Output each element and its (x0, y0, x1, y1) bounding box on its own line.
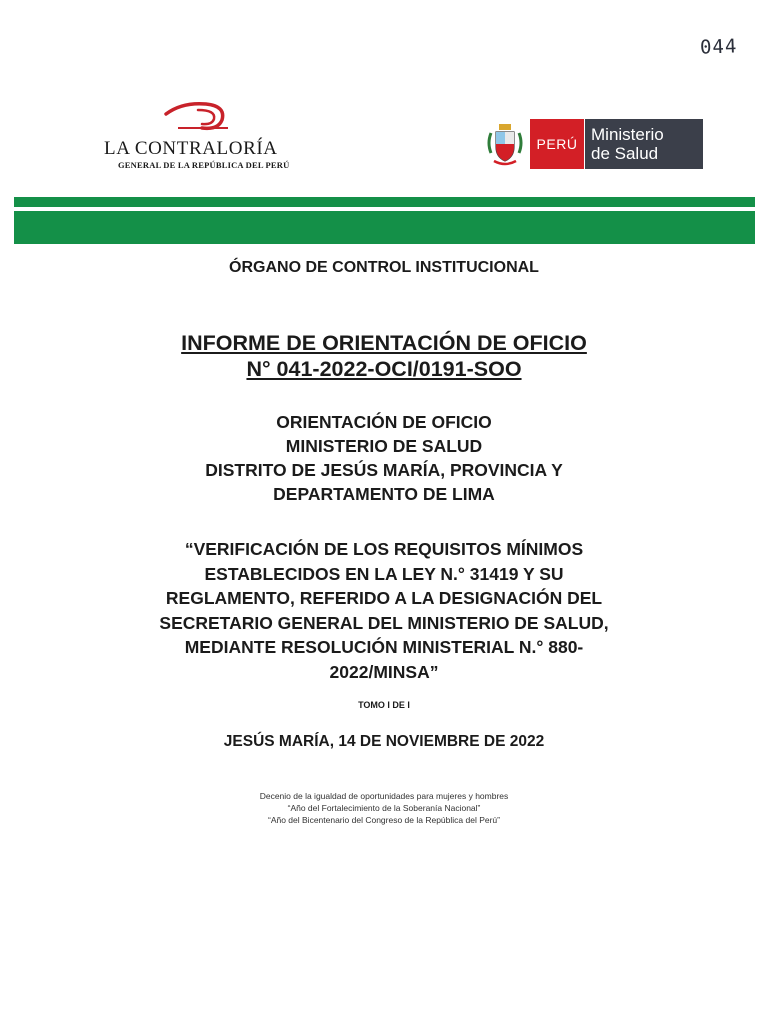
decenio-footer (0, 790, 768, 826)
orientacion-line: ORIENTACIÓN DE OFICIO (276, 412, 492, 432)
subject-line: ESTABLECIDOS EN LA LEY N.° 31419 Y SU (204, 563, 564, 584)
orientacion-line: MINISTERIO DE SALUD (285, 436, 483, 456)
subject-line: MEDIANTE RESOLUCIÓN MINISTERIAL N.° 880- (184, 637, 584, 657)
subject-line: 2022/MINSA” (329, 661, 439, 682)
ministerio-line2: de Salud (591, 144, 659, 163)
page-number: 044 (699, 35, 738, 59)
contraloria-emblem-icon (162, 100, 234, 136)
decenio-line: “Año del Fortalecimiento de la Soberanía Nacional” (287, 803, 481, 813)
tomo-label: TOMO I DE I (358, 700, 410, 710)
peru-coat-of-arms-icon (486, 121, 524, 167)
informe-title (0, 330, 768, 382)
subject-line: SECRETARIO GENERAL DEL MINISTERIO DE SALUD, (159, 612, 609, 633)
ministerio-de-salud-label (585, 119, 703, 169)
green-band-thin (14, 197, 755, 207)
document-date: JESÚS MARÍA, 14 DE NOVIEMBRE DE 2022 (223, 733, 545, 750)
orientacion-line: DEPARTAMENTO DE LIMA (273, 484, 495, 504)
informe-line1: INFORME DE ORIENTACIÓN DE OFICIO (181, 331, 587, 355)
ministerio-line1: Ministerio (591, 125, 664, 144)
orientacion-block (0, 410, 768, 506)
green-band-thick (14, 211, 755, 244)
subject-line: REGLAMENTO, REFERIDO A LA DESIGNACIÓN DEL (165, 588, 603, 608)
peru-label: PERÚ (530, 119, 584, 169)
decenio-line: “Año del Bicentenario del Congreso de la República del Perú” (267, 815, 500, 825)
organo-heading: ÓRGANO DE CONTROL INSTITUCIONAL (229, 259, 539, 276)
subject-line: “VERIFICACIÓN DE LOS REQUISITOS MÍNIMOS (184, 539, 584, 559)
contraloria-name: LA CONTRALORÍA (104, 138, 278, 159)
report-subject-block (0, 537, 768, 684)
contraloria-subtitle: GENERAL DE LA REPÚBLICA DEL PERÚ (118, 160, 290, 170)
contraloria-logo (104, 100, 294, 175)
orientacion-line: DISTRITO DE JESÚS MARÍA, PROVINCIA Y (205, 460, 563, 480)
decenio-line: Decenio de la igualdad de oportunidades para mujeres y hombres (259, 791, 509, 801)
informe-line2: N° 041-2022-OCI/0191-SOO (246, 357, 522, 381)
